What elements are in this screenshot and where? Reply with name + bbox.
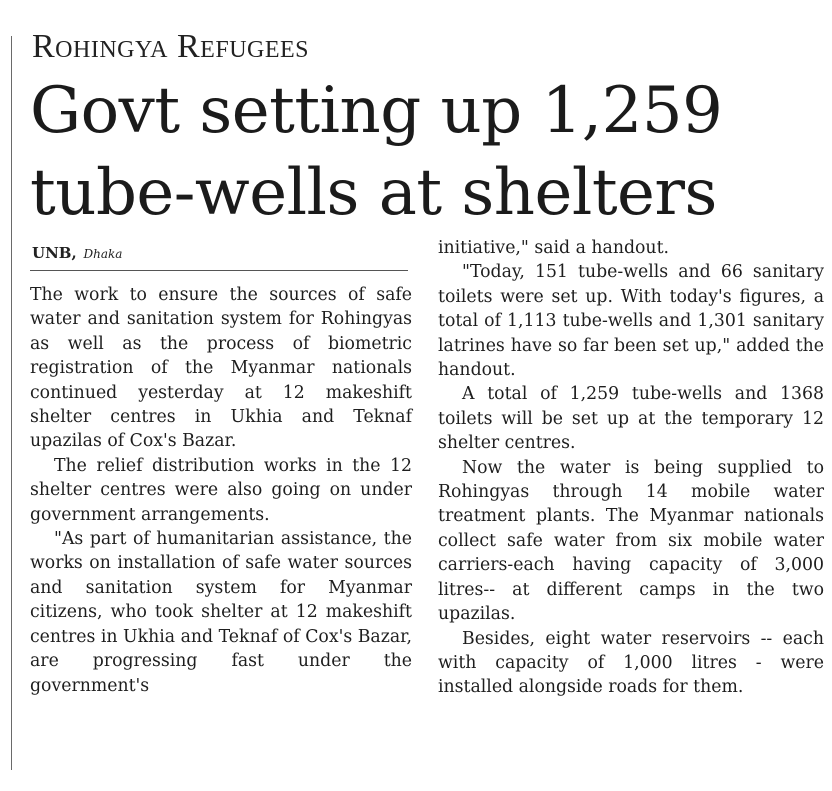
left-column-rule bbox=[11, 36, 12, 770]
paragraph: "As part of humanitarian assistance, the works on installation of safe water sources and sanitation system for Myanmar citizens, who took shelter at 12 makeshift centres in Ukhia and Teknaf of Cox's Bazar, are progressing fast under the government's bbox=[30, 529, 412, 696]
paragraph: initiative," said a handout. bbox=[438, 238, 670, 258]
paragraph: Now the water is being supplied to Rohingyas through 14 mobile water treatment plants. The Myanmar nationals collect safe water from six mobile water carriers-each having capacity of 3,000 litres-- at different camps in the two upazilas. bbox=[438, 457, 824, 625]
section-kicker: Rohingya Refugees bbox=[32, 28, 310, 65]
byline-divider bbox=[30, 270, 408, 271]
headline: Govt setting up 1,259 tube-wells at shelters bbox=[30, 74, 723, 230]
article-column-2 bbox=[438, 236, 824, 700]
paragraph: Besides, eight water reservoirs -- each with capacity of 1,000 litres - were installed alongside roads for them. bbox=[438, 628, 824, 698]
paragraph: A total of 1,259 tube-wells and 1368 toilets will be set up at the temporary 12 shelter centres. bbox=[438, 384, 824, 454]
article-column-1 bbox=[30, 283, 412, 698]
paragraph: The work to ensure the sources of safe water and sanitation system for Rohingyas as well as the process of biometric registration of the Myanmar nationals continued yesterday at 12 makeshift shelter centres in Ukhia and Teknaf upazilas of Cox's Bazar. bbox=[30, 285, 412, 452]
paragraph: "Today, 151 tube-wells and 66 sanitary toilets were set up. With today's figures, a total of 1,113 tube-wells and 1,301 sanitary latrines have so far been set up," added the handout. bbox=[438, 262, 824, 381]
paragraph: The relief distribution works in the 12 shelter centres were also going on under government arrangements. bbox=[30, 455, 412, 525]
byline-place: Dhaka bbox=[83, 247, 123, 261]
byline bbox=[32, 244, 122, 262]
byline-agency: UNB, bbox=[32, 244, 77, 262]
